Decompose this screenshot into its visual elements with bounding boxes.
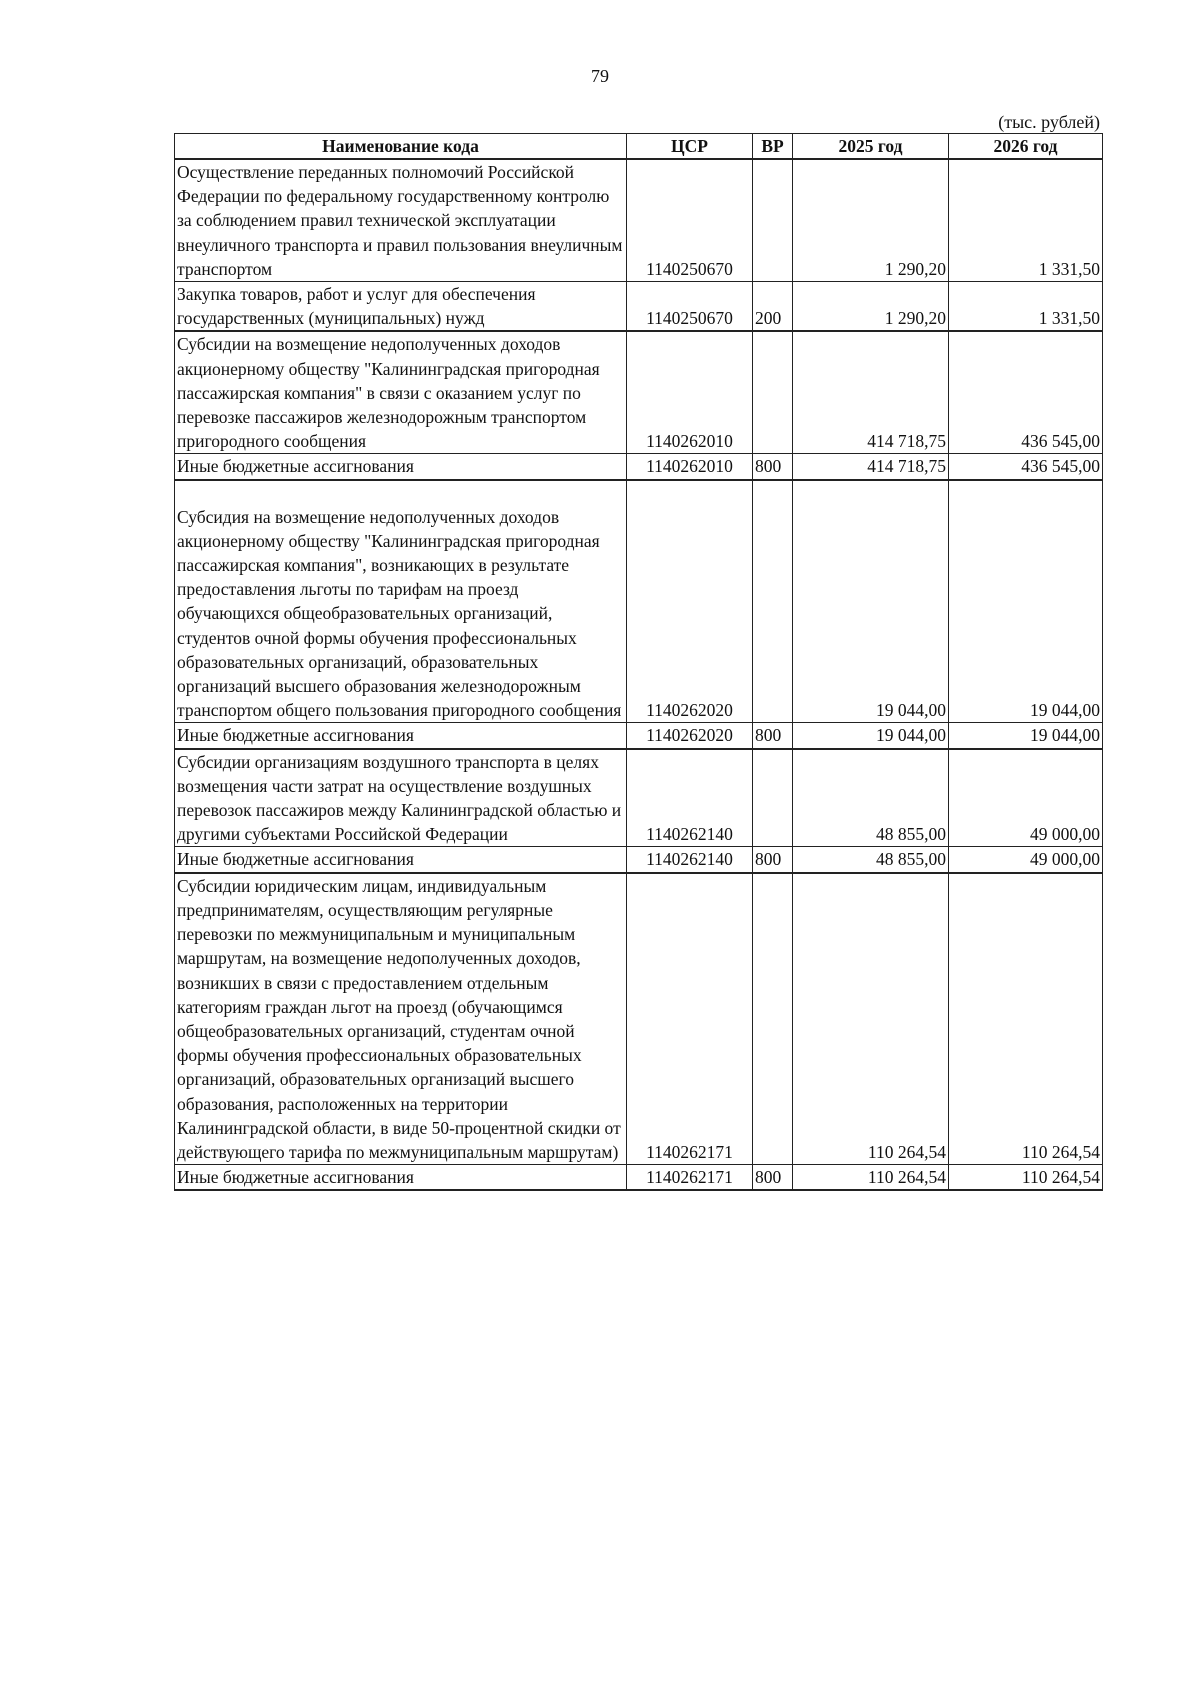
cell-vr: 800 (753, 847, 793, 873)
cell-vr (753, 159, 793, 282)
table-row (175, 159, 1103, 282)
header-csr: ЦСР (627, 134, 753, 160)
cell-2025: 1 290,20 (793, 159, 949, 282)
cell-name: Осуществление переданных полномочий Российской Федерации по федеральному государственному контролю за соблюдением правил технической эксплуатации внеуличного транспорта и правил пользования внеуличным транспортом (175, 159, 627, 282)
table-row (175, 331, 1103, 454)
cell-csr: 1140262010 (627, 331, 753, 454)
budget-table (174, 133, 1103, 1191)
cell-name: Субсидия на возмещение недополученных доходов акционерному обществу "Калининградская пригородная пассажирская компания", возникающих в результате предоставления льготы по тарифам на проезд обучающихся общеобразовательных организаций, студентов очной формы обучения профессиональных образовательных организаций, образовательных организаций высшего образования железнодорожным транспортом общего пользования пригородного сообщения (175, 480, 627, 723)
units-label: (тыс. рублей) (998, 112, 1100, 132)
cell-csr: 1140262140 (627, 749, 753, 847)
cell-2025: 19 044,00 (793, 480, 949, 723)
cell-name: Иные бюджетные ассигнования (175, 454, 627, 480)
header-name: Наименование кода (175, 134, 627, 160)
table-row (175, 454, 1103, 480)
cell-csr: 1140262010 (627, 454, 753, 480)
cell-csr: 1140262140 (627, 847, 753, 873)
cell-name: Субсидии организациям воздушного транспорта в целях возмещения части затрат на осуществление воздушных перевозок пассажиров между Калининградской областью и другими субъектами Российской Федерации (175, 749, 627, 847)
cell-2025: 1 290,20 (793, 282, 949, 332)
cell-2026: 110 264,54 (949, 1165, 1103, 1191)
cell-csr: 1140262020 (627, 723, 753, 749)
cell-name: Иные бюджетные ассигнования (175, 1165, 627, 1191)
table-row (175, 847, 1103, 873)
cell-name: Иные бюджетные ассигнования (175, 847, 627, 873)
cell-csr: 1140262171 (627, 1165, 753, 1191)
cell-vr (753, 480, 793, 723)
cell-name: Субсидии на возмещение недополученных доходов акционерному обществу "Калининградская пригородная пассажирская компания" в связи с оказанием услуг по перевозке пассажиров железнодорожным транспортом пригородного сообщения (175, 331, 627, 454)
cell-csr: 1140250670 (627, 159, 753, 282)
header-2026: 2026 год (949, 134, 1103, 160)
cell-2025: 414 718,75 (793, 454, 949, 480)
table-row (175, 1165, 1103, 1191)
header-vr: ВР (753, 134, 793, 160)
cell-2025: 48 855,00 (793, 847, 949, 873)
cell-csr: 1140250670 (627, 282, 753, 332)
cell-2026: 110 264,54 (949, 873, 1103, 1165)
table-row (175, 873, 1103, 1165)
cell-2025: 110 264,54 (793, 1165, 949, 1191)
cell-vr: 200 (753, 282, 793, 332)
header-2025: 2025 год (793, 134, 949, 160)
table-row (175, 723, 1103, 749)
table-row (175, 749, 1103, 847)
cell-2026: 436 545,00 (949, 454, 1103, 480)
table-row (175, 480, 1103, 723)
cell-2025: 19 044,00 (793, 723, 949, 749)
cell-2026: 1 331,50 (949, 159, 1103, 282)
table-row (175, 282, 1103, 332)
cell-2026: 19 044,00 (949, 723, 1103, 749)
cell-name: Субсидии юридическим лицам, индивидуальным предпринимателям, осуществляющим регулярные перевозки по межмуниципальным и муниципальным маршрутам, на возмещение недополученных доходов, возникших в связи с предоставлением отдельным категориям граждан льгот на проезд (обучающимся общеобразовательных организаций, студентам очной формы обучения профессиональных образовательных организаций, образовательных организаций высшего образования, расположенных на территории Калининградской области, в виде 50-процентной скидки от действующего тарифа по межмуниципальным маршрутам) (175, 873, 627, 1165)
cell-2025: 110 264,54 (793, 873, 949, 1165)
cell-2026: 436 545,00 (949, 331, 1103, 454)
cell-vr: 800 (753, 454, 793, 480)
cell-csr: 1140262020 (627, 480, 753, 723)
cell-name: Иные бюджетные ассигнования (175, 723, 627, 749)
cell-2026: 49 000,00 (949, 749, 1103, 847)
cell-vr (753, 873, 793, 1165)
page-number: 79 (591, 66, 609, 86)
cell-vr (753, 331, 793, 454)
table-header-row (175, 134, 1103, 160)
cell-2025: 414 718,75 (793, 331, 949, 454)
cell-vr: 800 (753, 1165, 793, 1191)
cell-2026: 49 000,00 (949, 847, 1103, 873)
cell-vr: 800 (753, 723, 793, 749)
cell-2026: 1 331,50 (949, 282, 1103, 332)
cell-vr (753, 749, 793, 847)
cell-2026: 19 044,00 (949, 480, 1103, 723)
cell-2025: 48 855,00 (793, 749, 949, 847)
cell-csr: 1140262171 (627, 873, 753, 1165)
cell-name: Закупка товаров, работ и услуг для обеспечения государственных (муниципальных) нужд (175, 282, 627, 332)
